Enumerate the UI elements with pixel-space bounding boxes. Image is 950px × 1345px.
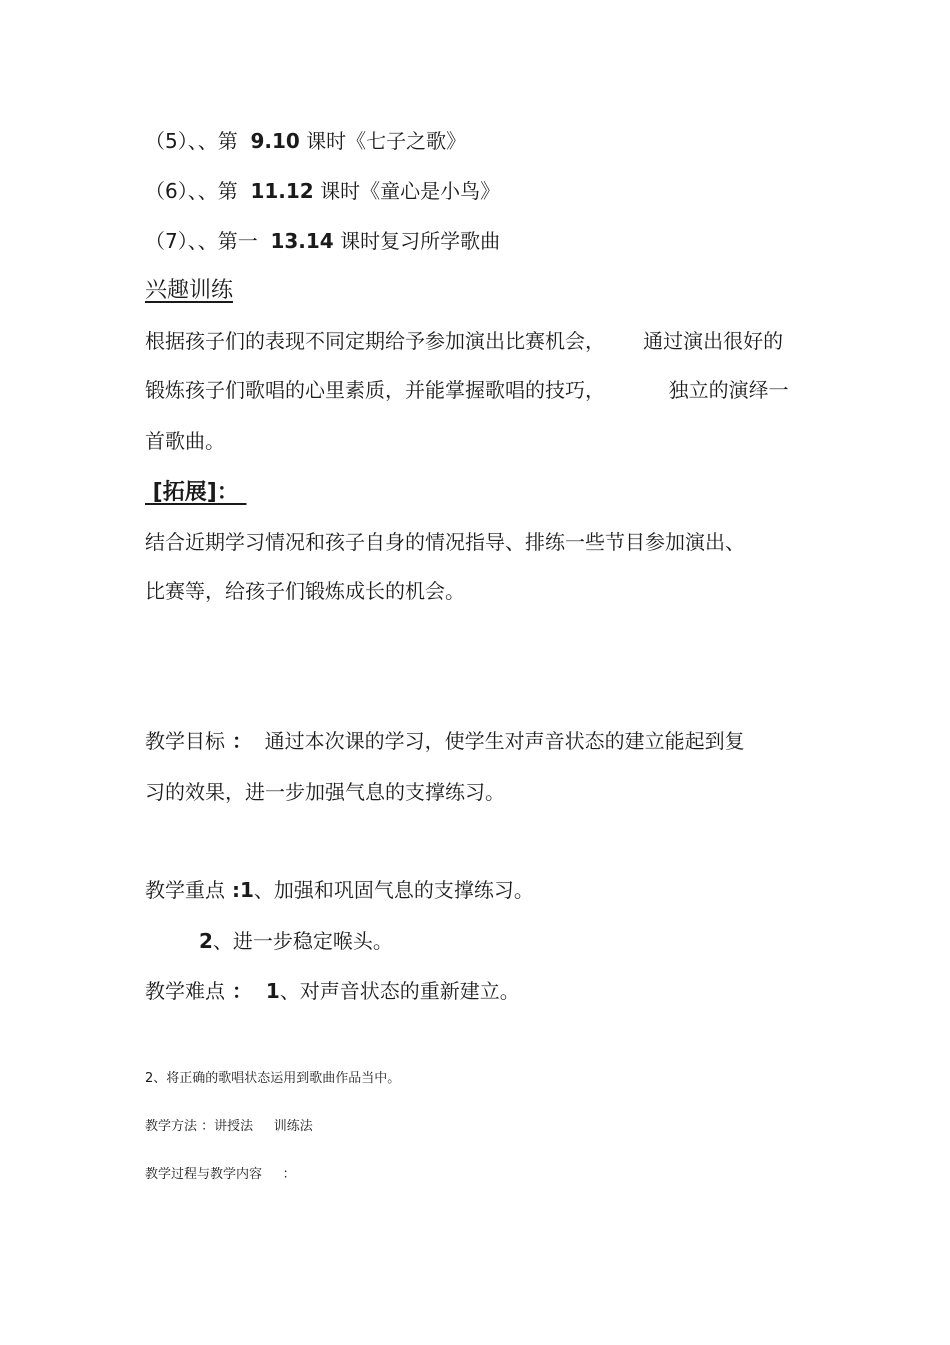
- interest-line-2: 锻炼孩子们歌唱的心里素质，并能掌握歌唱的技巧， 独立的演绎一: [145, 378, 789, 402]
- interest-line-1: 根据孩子们的表现不同定期给予参加演出比赛机会， 通过演出很好的: [145, 329, 784, 353]
- difficulty-line-1: 教学难点 ： 1、对声音状态的重新建立。: [145, 979, 520, 1003]
- lesson-line-7: （7）、、第一 13.14 课时复习所学歌曲: [145, 229, 501, 253]
- extension-heading: [拓展]：: [145, 480, 247, 505]
- lesson-line-5: （5）、、第 9.10 课时《七子之歌》: [145, 129, 467, 153]
- teaching-process-label: 教学过程与教学内容 ：: [145, 1167, 296, 1182]
- extension-line-2: 比赛等，给孩子们锻炼成长的机会。: [145, 579, 465, 603]
- difficulty-item-2: 2、将正确的歌唱状态运用到歌曲作品当中。: [145, 1071, 401, 1086]
- interest-line-3: 首歌曲。: [145, 429, 225, 453]
- lesson-line-6: （6）、、第 11.12 课时《童心是小鸟》: [145, 179, 501, 203]
- goal-line-1: 教学目标 ： 通过本次课的学习，使学生对声音状态的建立能起到复: [145, 729, 745, 753]
- teaching-method: 教学方法 ：讲授法 训练法: [145, 1119, 313, 1134]
- focus-line-1: 教学重点 :1、加强和巩固气息的支撑练习。: [145, 878, 534, 902]
- goal-line-2: 习的效果，进一步加强气息的支撑练习。: [145, 780, 505, 804]
- interest-heading: 兴趣训练: [145, 278, 234, 303]
- extension-line-1: 结合近期学习情况和孩子自身的情况指导、排练一些节目参加演出、: [145, 530, 745, 554]
- focus-line-2: 2、进一步稳定喉头。: [199, 929, 393, 953]
